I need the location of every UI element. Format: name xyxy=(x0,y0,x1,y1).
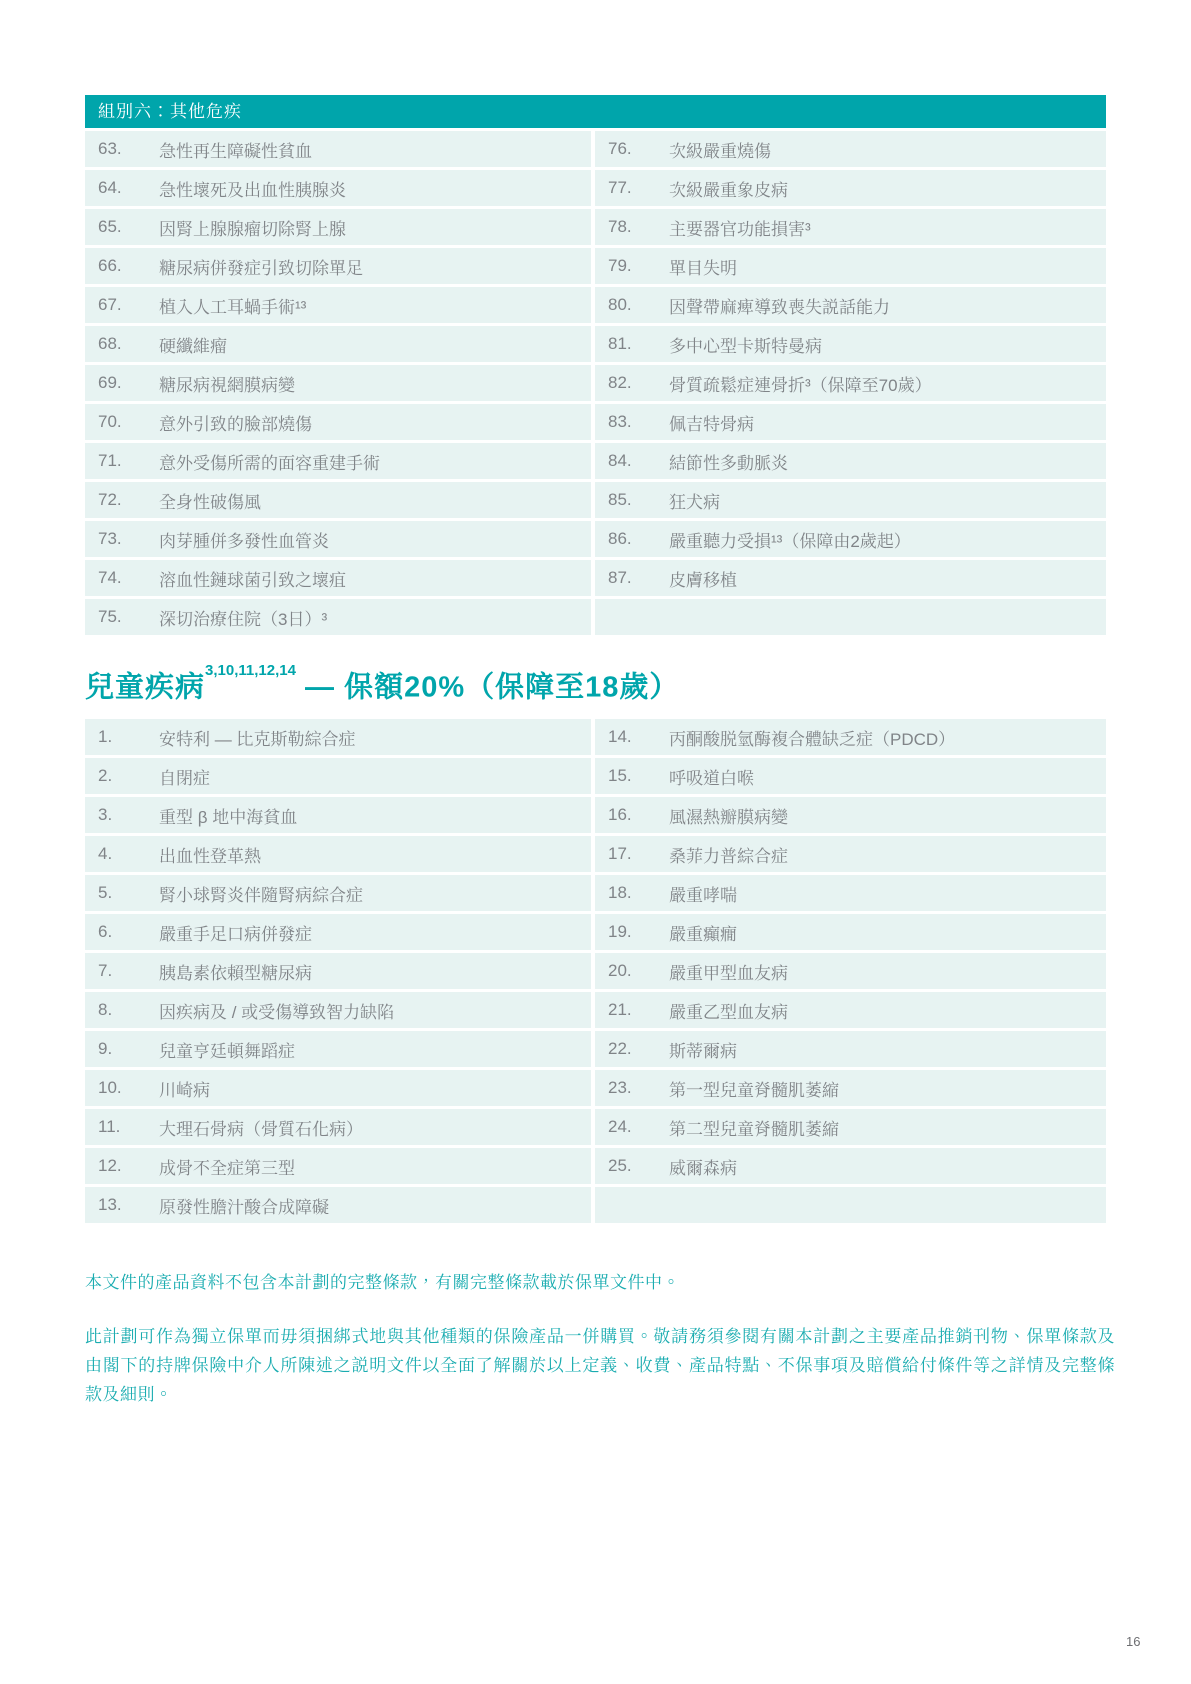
disease-name: 因疾病及 / 或受傷導致智力缺陷 xyxy=(159,1002,395,1022)
disease-cell xyxy=(85,443,591,479)
disease-name: 第一型兒童脊髓肌萎縮 xyxy=(669,1080,839,1100)
disease-cell-empty xyxy=(595,1187,1106,1223)
disease-cell xyxy=(85,404,591,440)
disease-cell xyxy=(85,1187,591,1223)
disease-number: 21. xyxy=(608,1000,632,1019)
table-row xyxy=(85,482,1106,518)
disease-cell xyxy=(595,992,1106,1028)
disease-number: 68. xyxy=(98,334,122,353)
disease-name: 大理石骨病（骨質石化病） xyxy=(159,1119,363,1139)
disease-name: 重型 β 地中海貧血 xyxy=(159,807,298,827)
disease-cell xyxy=(85,1109,591,1145)
disease-name: 糖尿病併發症引致切除單足 xyxy=(159,258,363,278)
disease-number: 87. xyxy=(608,568,632,587)
disease-number: 1. xyxy=(98,727,113,746)
disease-cell xyxy=(85,287,591,323)
disease-number: 13. xyxy=(98,1195,122,1214)
disease-name: 威爾森病 xyxy=(669,1158,737,1178)
disease-name: 呼吸道白喉 xyxy=(669,768,754,788)
disease-cell xyxy=(85,209,591,245)
disease-cell xyxy=(85,953,591,989)
disease-cell xyxy=(595,443,1106,479)
disease-name: 兒童亨廷頓舞蹈症 xyxy=(159,1041,295,1061)
disease-cell xyxy=(85,521,591,557)
table-row xyxy=(85,914,1106,950)
disease-number: 63. xyxy=(98,139,122,158)
children-section-title xyxy=(85,662,679,708)
disease-cell xyxy=(85,1070,591,1106)
disease-name: 急性壞死及出血性胰腺炎 xyxy=(159,180,346,200)
disease-cell xyxy=(595,914,1106,950)
table-row xyxy=(85,404,1106,440)
children-table xyxy=(85,716,1106,1226)
disease-cell xyxy=(85,797,591,833)
table-row xyxy=(85,797,1106,833)
disease-name: 嚴重手足口病併發症 xyxy=(159,924,312,944)
children-title-text: 兒童疾病 xyxy=(85,671,206,704)
disease-number: 80. xyxy=(608,295,632,314)
disease-cell xyxy=(595,1148,1106,1184)
disease-name: 丙酮酸脱氫酶複合體缺乏症（PDCD） xyxy=(669,729,956,749)
disease-cell xyxy=(595,560,1106,596)
disease-name: 原發性膽汁酸合成障礙 xyxy=(159,1197,329,1217)
disease-number: 69. xyxy=(98,373,122,392)
disease-number: 16. xyxy=(608,805,632,824)
table-row xyxy=(85,992,1106,1028)
disease-cell xyxy=(595,758,1106,794)
disease-cell xyxy=(595,209,1106,245)
disease-cell xyxy=(85,1031,591,1067)
disease-cell xyxy=(595,836,1106,872)
group6-table xyxy=(85,95,1106,638)
disease-name: 嚴重甲型血友病 xyxy=(669,963,788,983)
disease-name: 單目失明 xyxy=(669,258,737,278)
disease-name: 急性再生障礙性貧血 xyxy=(159,141,312,161)
disease-name: 糖尿病視網膜病變 xyxy=(159,375,295,395)
disease-name: 成骨不全症第三型 xyxy=(159,1158,295,1178)
disease-cell xyxy=(595,875,1106,911)
disease-name: 嚴重癲癇 xyxy=(669,924,737,944)
table-row xyxy=(85,287,1106,323)
disease-cell xyxy=(85,560,591,596)
disease-cell xyxy=(595,482,1106,518)
table-row xyxy=(85,953,1106,989)
disease-cell xyxy=(85,836,591,872)
disease-cell xyxy=(85,914,591,950)
disease-cell xyxy=(595,131,1106,167)
disease-number: 71. xyxy=(98,451,122,470)
table-row xyxy=(85,1187,1106,1223)
disease-name: 次級嚴重燒傷 xyxy=(669,141,771,161)
disease-cell xyxy=(595,170,1106,206)
table-row xyxy=(85,521,1106,557)
disease-cell xyxy=(85,599,591,635)
disease-number: 14. xyxy=(608,727,632,746)
footnote-standalone-policy: 此計劃可作為獨立保單而毋須捆綁式地與其他種類的保險產品一併購買。敬請務須參閱有關本計劃之主要產品推銷刊物、保單條款及由閣下的持牌保險中介人所陳述之説明文件以全面了解關於以上定義、收費、產品特點、不保事項及賠償給付條件等之詳情及完整條款及細則。 xyxy=(85,1327,1115,1404)
disease-number: 10. xyxy=(98,1078,122,1097)
disease-name: 腎小球腎炎伴隨腎病綜合症 xyxy=(159,885,363,905)
disease-name: 意外受傷所需的面容重建手術 xyxy=(159,453,380,473)
disease-cell xyxy=(595,521,1106,557)
disease-name: 嚴重乙型血友病 xyxy=(669,1002,788,1022)
disease-cell xyxy=(595,953,1106,989)
disease-name: 結節性多動脈炎 xyxy=(669,453,788,473)
disease-name: 自閉症 xyxy=(159,768,210,788)
disease-number: 84. xyxy=(608,451,632,470)
disease-number: 82. xyxy=(608,373,632,392)
disease-name: 桑菲力普綜合症 xyxy=(669,846,788,866)
table-row xyxy=(85,209,1106,245)
disease-cell xyxy=(595,1031,1106,1067)
disease-cell-empty xyxy=(595,599,1106,635)
table-row xyxy=(85,836,1106,872)
disease-number: 20. xyxy=(608,961,632,980)
table-row xyxy=(85,560,1106,596)
group6-table-rows xyxy=(85,131,1106,635)
disease-number: 75. xyxy=(98,607,122,626)
table-row xyxy=(85,248,1106,284)
table-row xyxy=(85,1109,1106,1145)
disease-number: 77. xyxy=(608,178,632,197)
disease-number: 72. xyxy=(98,490,122,509)
disease-name: 嚴重哮喘 xyxy=(669,885,737,905)
disease-cell xyxy=(85,992,591,1028)
disease-number: 8. xyxy=(98,1000,113,1019)
disease-name: 溶血性鏈球菌引致之壞疽 xyxy=(159,570,346,590)
disease-number: 3. xyxy=(98,805,113,824)
disease-name: 嚴重聽力受損¹³（保障由2歲起） xyxy=(669,531,911,551)
disease-cell xyxy=(595,719,1106,755)
table-row xyxy=(85,1070,1106,1106)
disease-name: 深切治療住院（3日）³ xyxy=(159,609,328,629)
disease-number: 83. xyxy=(608,412,632,431)
disease-cell xyxy=(85,365,591,401)
disease-name: 安特利 — 比克斯勒綜合症 xyxy=(159,729,356,749)
disease-name: 全身性破傷風 xyxy=(159,492,261,512)
disease-name: 風濕熱瓣膜病變 xyxy=(669,807,788,827)
disease-name: 硬纖維瘤 xyxy=(159,336,227,356)
disease-number: 7. xyxy=(98,961,113,980)
disease-name: 肉芽腫併多發性血管炎 xyxy=(159,531,329,551)
table-row xyxy=(85,131,1106,167)
disease-number: 70. xyxy=(98,412,122,431)
disease-cell xyxy=(595,287,1106,323)
disease-cell xyxy=(85,1148,591,1184)
disease-name: 植入人工耳蝸手術¹³ xyxy=(159,297,307,317)
disease-cell xyxy=(595,326,1106,362)
disease-number: 12. xyxy=(98,1156,122,1175)
disease-number: 17. xyxy=(608,844,632,863)
disease-number: 2. xyxy=(98,766,113,785)
disease-number: 4. xyxy=(98,844,113,863)
table-row xyxy=(85,170,1106,206)
table-row xyxy=(85,719,1106,755)
disease-name: 皮膚移植 xyxy=(669,570,737,590)
disease-number: 66. xyxy=(98,256,122,275)
disease-cell xyxy=(85,131,591,167)
disease-number: 74. xyxy=(98,568,122,587)
disease-number: 85. xyxy=(608,490,632,509)
disease-number: 15. xyxy=(608,766,632,785)
table-row xyxy=(85,1148,1106,1184)
disease-number: 24. xyxy=(608,1117,632,1136)
disease-cell xyxy=(85,482,591,518)
disease-number: 22. xyxy=(608,1039,632,1058)
disease-cell xyxy=(595,797,1106,833)
disease-name: 出血性登革熱 xyxy=(159,846,261,866)
disease-name: 因腎上腺腺瘤切除腎上腺 xyxy=(159,219,346,239)
disease-name: 狂犬病 xyxy=(669,492,720,512)
disease-cell xyxy=(595,248,1106,284)
disease-cell xyxy=(595,1109,1106,1145)
disease-name: 次級嚴重象皮病 xyxy=(669,180,788,200)
disease-number: 64. xyxy=(98,178,122,197)
disease-name: 骨質疏鬆症連骨折³（保障至70歲） xyxy=(669,375,932,395)
disease-cell xyxy=(595,404,1106,440)
disease-number: 9. xyxy=(98,1039,113,1058)
disease-cell xyxy=(85,719,591,755)
disease-cell xyxy=(595,1070,1106,1106)
disease-number: 78. xyxy=(608,217,632,236)
children-table-rows xyxy=(85,719,1106,1223)
table-row xyxy=(85,599,1106,635)
disease-number: 18. xyxy=(608,883,632,902)
disease-cell xyxy=(85,758,591,794)
disease-number: 25. xyxy=(608,1156,632,1175)
table-row xyxy=(85,326,1106,362)
disease-name: 意外引致的臉部燒傷 xyxy=(159,414,312,434)
disease-number: 79. xyxy=(608,256,632,275)
disease-cell xyxy=(85,248,591,284)
children-title-superscript: 3,10,11,12,14 xyxy=(205,662,296,679)
table-row xyxy=(85,443,1106,479)
disease-number: 76. xyxy=(608,139,632,158)
disease-name: 胰島素依賴型糖尿病 xyxy=(159,963,312,983)
disease-number: 19. xyxy=(608,922,632,941)
table-row xyxy=(85,875,1106,911)
disease-number: 73. xyxy=(98,529,122,548)
table-row xyxy=(85,758,1106,794)
disease-number: 67. xyxy=(98,295,122,314)
disease-name: 第二型兒童脊髓肌萎縮 xyxy=(669,1119,839,1139)
disease-name: 川崎病 xyxy=(159,1080,210,1100)
disease-name: 多中心型卡斯特曼病 xyxy=(669,336,822,356)
disease-cell xyxy=(85,875,591,911)
disease-name: 佩吉特骨病 xyxy=(669,414,754,434)
disease-name: 主要器官功能損害³ xyxy=(669,219,811,239)
disease-number: 81. xyxy=(608,334,632,353)
children-title-suffix: — 保額20%（保障至18歲） xyxy=(295,671,680,704)
group6-table-header: 組別六：其他危疾 xyxy=(85,95,1106,128)
disease-number: 6. xyxy=(98,922,113,941)
page-number: 16 xyxy=(1126,1634,1141,1649)
disease-cell xyxy=(595,365,1106,401)
disease-number: 86. xyxy=(608,529,632,548)
disease-cell xyxy=(85,170,591,206)
disease-number: 5. xyxy=(98,883,113,902)
disease-number: 23. xyxy=(608,1078,632,1097)
disease-cell xyxy=(85,326,591,362)
disease-name: 因聲帶麻痺導致喪失説話能力 xyxy=(669,297,890,317)
disease-number: 11. xyxy=(98,1117,121,1136)
table-row xyxy=(85,1031,1106,1067)
footnote-complete-terms: 本文件的產品資料不包含本計劃的完整條款，有關完整條款載於保單文件中。 xyxy=(85,1273,680,1292)
disease-number: 65. xyxy=(98,217,122,236)
disease-name: 斯蒂爾病 xyxy=(669,1041,737,1061)
table-row xyxy=(85,365,1106,401)
